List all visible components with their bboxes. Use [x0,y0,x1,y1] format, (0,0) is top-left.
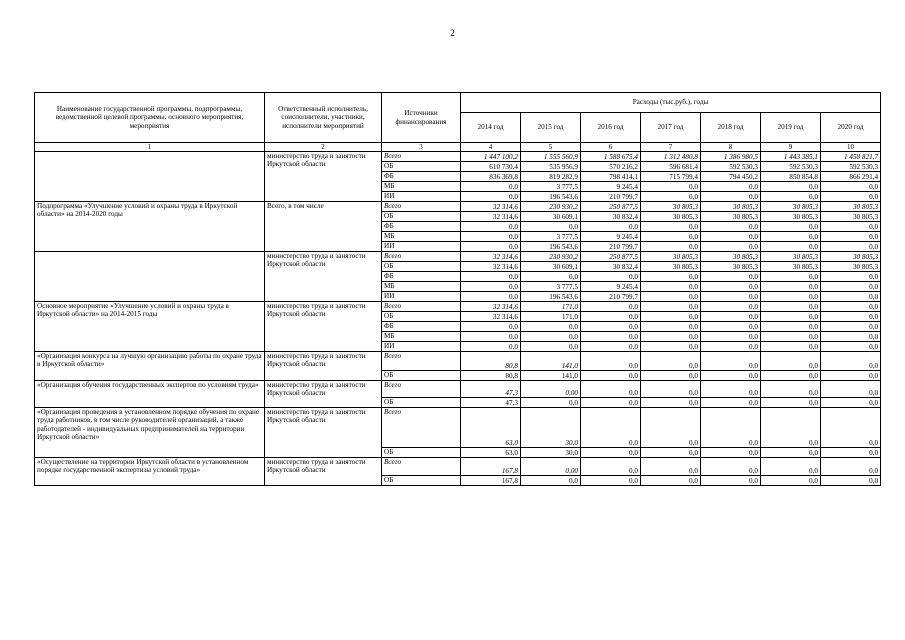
cell-value: 0,0 [701,232,761,242]
cell-value: 0,0 [761,302,821,312]
row-source: ОБ [382,162,461,172]
row-source: ИИ [382,342,461,352]
header-index: 3 [382,143,461,152]
cell-value: 0,0 [821,312,881,322]
header-year: 2015 год [521,113,581,143]
row-source: МБ [382,332,461,342]
header-index: 1 [35,143,265,152]
cell-value: 0,0 [701,322,761,332]
cell-value: 0,0 [701,381,761,398]
cell-value: 9 245,4 [581,232,641,242]
page-number: 2 [450,28,455,38]
table-row [35,152,881,162]
cell-value: 30 805,3 [761,212,821,222]
cell-value: 0,0 [641,342,701,352]
row-source: Всего [382,381,461,398]
cell-value: 0,0 [641,458,701,476]
cell-value: 1 458 821,7 [821,152,881,162]
cell-value: 0,0 [761,182,821,192]
cell-value: 0,0 [641,371,701,381]
cell-value: 0,0 [701,352,761,371]
header-index: 6 [581,143,641,152]
cell-value: 866 291,4 [821,172,881,182]
cell-value: 0,0 [761,192,821,202]
cell-value: 0,0 [461,332,521,342]
cell-value: 592 530,3 [821,162,881,172]
cell-value: 32 314,6 [461,312,521,322]
cell-value: 0,0 [701,182,761,192]
cell-value: 0,0 [821,242,881,252]
cell-value: 0,0 [821,332,881,342]
cell-value: 196 543,6 [521,242,581,252]
cell-value: 9 245,4 [581,282,641,292]
header-index: 4 [461,143,521,152]
cell-value: 0,0 [701,292,761,302]
cell-value: 30 805,3 [761,202,821,212]
cell-value: 0,0 [641,398,701,408]
cell-value: 836 369,8 [461,172,521,182]
header-executor: Ответственный исполнитель, соисполнители, участники, исполнители мероприятий [265,93,382,143]
cell-value: 0,0 [701,448,761,458]
cell-value: 250 877,5 [581,252,641,262]
cell-value: 794 450,2 [701,172,761,182]
cell-value: 0,0 [581,458,641,476]
cell-value: 0,0 [461,272,521,282]
cell-value: 0,0 [461,222,521,232]
cell-value: 0,0 [821,398,881,408]
cell-value: 0,0 [761,381,821,398]
row-name: Основное мероприятие «Улучшение условий и охраны труда в Иркутской области» на 2014-2015 годы [35,302,265,352]
cell-value: 0,0 [821,292,881,302]
row-source: ФБ [382,322,461,332]
cell-value: 1 447 100,2 [461,152,521,162]
cell-value: 30 805,3 [761,262,821,272]
cell-value: 0,0 [581,272,641,282]
cell-value: 0,0 [641,312,701,322]
cell-value: 0,0 [821,222,881,232]
cell-value: 30 609,1 [521,212,581,222]
cell-value: 0,0 [641,302,701,312]
cell-value: 0,0 [641,381,701,398]
cell-value: 0,0 [701,302,761,312]
row-name: «Организация конкурса на лучшую организацию работы по охране труда в Иркутской области» [35,352,265,381]
cell-value: 141,0 [521,352,581,371]
cell-value: 63,0 [461,408,521,448]
cell-value: 32 314,6 [461,202,521,212]
cell-value: 0,0 [761,332,821,342]
cell-value: 1 443 385,1 [761,152,821,162]
row-source: МБ [382,232,461,242]
cell-value: 0,0 [761,282,821,292]
cell-value: 0,0 [821,342,881,352]
cell-value: 0,0 [761,292,821,302]
cell-value: 0,0 [821,272,881,282]
row-name: «Организация проведения в установленном порядке обучения по охране труда работников, в том числе руководителей организаций, а также работодателей - индивидуальных предпринимателей на территории Иркутской области» [35,408,265,458]
cell-value: 0,0 [521,342,581,352]
cell-value: 0,0 [641,192,701,202]
cell-value: 0,00 [521,381,581,398]
row-executor: министерство труда и занятости Иркутской области [265,152,382,202]
cell-value: 0,0 [761,408,821,448]
cell-value: 592 530,3 [701,162,761,172]
row-source: ФБ [382,222,461,232]
cell-value: 32 314,6 [461,262,521,272]
cell-value: 30 805,3 [821,202,881,212]
header-year: 2018 год [701,113,761,143]
cell-value: 0,00 [521,458,581,476]
cell-value: 0,0 [761,448,821,458]
cell-value: 30 805,3 [701,212,761,222]
cell-value: 0,0 [701,272,761,282]
cell-value: 0,0 [761,322,821,332]
cell-value: 0,0 [581,342,641,352]
cell-value: 0,0 [821,352,881,371]
cell-value: 196 543,6 [521,292,581,302]
cell-value: 0,0 [641,332,701,342]
cell-value: 30,0 [521,448,581,458]
cell-value: 0,0 [701,371,761,381]
cell-value: 30 805,3 [701,252,761,262]
cell-value: 0,0 [761,232,821,242]
cell-value: 0,0 [701,476,761,486]
cell-value: 0,0 [581,312,641,322]
table-row [35,302,881,312]
row-source: Всего [382,152,461,162]
cell-value: 0,0 [521,398,581,408]
row-name: «Осуществление на территории Иркутской области в установленном порядке государственной экспертизы условий труда» [35,458,265,486]
cell-value: 30 805,3 [701,202,761,212]
cell-value: 0,0 [821,282,881,292]
header-source: Источники финансирования [382,93,461,143]
cell-value: 0,0 [821,302,881,312]
header-year: 2020 год [821,113,881,143]
cell-value: 9 245,4 [581,182,641,192]
cell-value: 0,0 [581,222,641,232]
cell-value: 0,0 [821,192,881,202]
row-source: Всего [382,408,461,448]
cell-value: 0,0 [641,182,701,192]
row-executor: министерство труда и занятости Иркутской области [265,352,382,381]
header-year: 2016 год [581,113,641,143]
header-index: 10 [821,143,881,152]
cell-value: 0,0 [821,381,881,398]
cell-value: 171,0 [521,302,581,312]
cell-value: 1 386 980,5 [701,152,761,162]
cell-value: 596 681,4 [641,162,701,172]
row-source: Всего [382,202,461,212]
header-costs: Расходы (тыс.руб.), годы [461,93,881,113]
cell-value: 210 799,7 [581,242,641,252]
cell-value: 0,0 [641,292,701,302]
cell-value: 819 282,9 [521,172,581,182]
cell-value: 0,0 [701,222,761,232]
row-executor: министерство труда и занятости Иркутской области [265,252,382,302]
row-source: ОБ [382,212,461,222]
header-index: 2 [265,143,382,152]
row-source: Всего [382,458,461,476]
row-executor: министерство труда и занятости Иркутской области [265,381,382,408]
header-index: 7 [641,143,701,152]
table-row [35,352,881,371]
row-name [35,152,265,202]
row-source: Всего [382,352,461,371]
cell-value: 0,0 [521,272,581,282]
cell-value: 0,0 [761,272,821,282]
cell-value: 80,8 [461,352,521,371]
cell-value: 32 314,6 [461,302,521,312]
cell-value: 0,0 [761,312,821,322]
row-executor: Всего, в том числе [265,202,382,252]
header-year: 2017 год [641,113,701,143]
row-name [35,252,265,302]
row-source: ИИ [382,192,461,202]
cell-value: 0,0 [821,448,881,458]
cell-value: 0,0 [701,408,761,448]
cell-value: 0,0 [581,381,641,398]
cell-value: 30 805,3 [641,212,701,222]
cell-value: 1 588 675,4 [581,152,641,162]
table-row [35,381,881,398]
cell-value: 0,0 [701,458,761,476]
header-index: 8 [701,143,761,152]
cell-value: 0,0 [581,408,641,448]
cell-value: 0,0 [641,272,701,282]
cell-value: 0,0 [641,408,701,448]
row-source: ИИ [382,292,461,302]
cell-value: 196 543,6 [521,192,581,202]
cell-value: 32 314,6 [461,252,521,262]
cell-value: 0,0 [701,242,761,252]
row-source: ОБ [382,262,461,272]
cell-value: 0,0 [461,232,521,242]
row-source: Всего [382,252,461,262]
cell-value: 0,0 [581,448,641,458]
row-source: Всего [382,302,461,312]
cell-value: 0,0 [821,458,881,476]
cell-value: 0,0 [461,242,521,252]
cell-value: 30 805,3 [641,262,701,272]
row-source: ОБ [382,312,461,322]
cell-value: 570 216,2 [581,162,641,172]
cell-value: 0,0 [761,458,821,476]
cell-value: 47,3 [461,381,521,398]
cell-value: 210 799,7 [581,292,641,302]
cell-value: 0,0 [461,182,521,192]
cell-value: 230 930,2 [521,252,581,262]
cell-value: 0,0 [761,222,821,232]
cell-value: 30,0 [521,408,581,448]
cell-value: 798 414,1 [581,172,641,182]
cell-value: 30 805,3 [761,252,821,262]
cell-value: 0,0 [821,408,881,448]
row-source: ОБ [382,398,461,408]
cell-value: 30 805,3 [821,212,881,222]
row-executor: министерство труда и занятости Иркутской области [265,302,382,352]
cell-value: 230 930,2 [521,202,581,212]
cell-value: 0,0 [581,352,641,371]
row-source: ФБ [382,172,461,182]
cell-value: 30 832,4 [581,262,641,272]
cell-value: 0,0 [581,302,641,312]
cell-value: 1 312 480,8 [641,152,701,162]
cell-value: 1 555 560,9 [521,152,581,162]
cell-value: 167,8 [461,476,521,486]
cell-value: 63,0 [461,448,521,458]
cell-value: 32 314,6 [461,212,521,222]
cell-value: 30 805,3 [641,202,701,212]
cell-value: 0,0 [761,242,821,252]
cell-value: 0,0 [641,222,701,232]
row-source: ОБ [382,448,461,458]
cell-value: 0,0 [761,398,821,408]
cell-value: 3 777,5 [521,182,581,192]
row-source: ОБ [382,371,461,381]
cell-value: 30 805,3 [821,262,881,272]
budget-table [34,92,881,486]
cell-value: 30 609,1 [521,262,581,272]
cell-value: 0,0 [461,322,521,332]
row-source: МБ [382,182,461,192]
row-source: ФБ [382,272,461,282]
header-index: 9 [761,143,821,152]
header-index: 5 [521,143,581,152]
cell-value: 0,0 [641,352,701,371]
cell-value: 30 805,3 [821,252,881,262]
cell-value: 0,0 [581,322,641,332]
cell-value: 0,0 [641,232,701,242]
cell-value: 0,0 [761,371,821,381]
cell-value: 0,0 [701,282,761,292]
cell-value: 0,0 [701,332,761,342]
cell-value: 0,0 [581,371,641,381]
cell-value: 535 956,9 [521,162,581,172]
header-name: Наименование государственной программы, подпрограммы, ведомственной целевой программы, основного мероприятия, мероприятия [35,93,265,143]
row-source: МБ [382,282,461,292]
cell-value: 0,0 [821,182,881,192]
cell-value: 3 777,5 [521,232,581,242]
cell-value: 0,0 [641,322,701,332]
cell-value: 0,0 [461,292,521,302]
row-executor: министерство труда и занятости Иркутской области [265,408,382,458]
cell-value: 80,8 [461,371,521,381]
cell-value: 30 805,3 [701,262,761,272]
cell-value: 0,0 [821,371,881,381]
cell-value: 3 777,5 [521,282,581,292]
cell-value: 592 530,3 [761,162,821,172]
row-executor: министерство труда и занятости Иркутской области [265,458,382,486]
cell-value: 0,0 [641,282,701,292]
cell-value: 850 854,8 [761,172,821,182]
cell-value: 141,0 [521,371,581,381]
cell-value: 0,0 [641,476,701,486]
cell-value: 0,0 [461,342,521,352]
cell-value: 250 877,5 [581,202,641,212]
cell-value: 715 799,4 [641,172,701,182]
cell-value: 0,0 [821,476,881,486]
table-row [35,458,881,476]
row-source: ИИ [382,242,461,252]
cell-value: 0,0 [701,192,761,202]
cell-value: 0,0 [521,222,581,232]
cell-value: 30 805,3 [641,252,701,262]
cell-value: 0,0 [701,342,761,352]
header-year: 2014 год [461,113,521,143]
cell-value: 0,0 [581,476,641,486]
cell-value: 0,0 [581,398,641,408]
table-row [35,408,881,448]
row-name: «Организация обучения государственных экспертов по условиям труда» [35,381,265,408]
cell-value: 0,0 [521,476,581,486]
cell-value: 30 832,4 [581,212,641,222]
cell-value: 0,0 [701,398,761,408]
cell-value: 210 799,7 [581,192,641,202]
row-name: Подпрограмма «Улучшение условий и охраны труда в Иркутской области» на 2014-2020 годы [35,202,265,252]
cell-value: 171,0 [521,312,581,322]
row-source: ОБ [382,476,461,486]
cell-value: 0,0 [581,332,641,342]
header-year: 2019 год [761,113,821,143]
cell-value: 0,0 [521,332,581,342]
cell-value: 0,0 [461,282,521,292]
cell-value: 0,0 [821,322,881,332]
cell-value: 0,0 [701,312,761,322]
cell-value: 47,3 [461,398,521,408]
cell-value: 0,0 [641,242,701,252]
cell-value: 610 730,4 [461,162,521,172]
cell-value: 0,0 [461,192,521,202]
cell-value: 0,0 [521,322,581,332]
cell-value: 0,0 [641,448,701,458]
table-row [35,202,881,212]
cell-value: 0,0 [761,352,821,371]
cell-value: 0,0 [821,232,881,242]
cell-value: 167,8 [461,458,521,476]
cell-value: 0,0 [761,476,821,486]
table-row [35,252,881,262]
cell-value: 0,0 [761,342,821,352]
